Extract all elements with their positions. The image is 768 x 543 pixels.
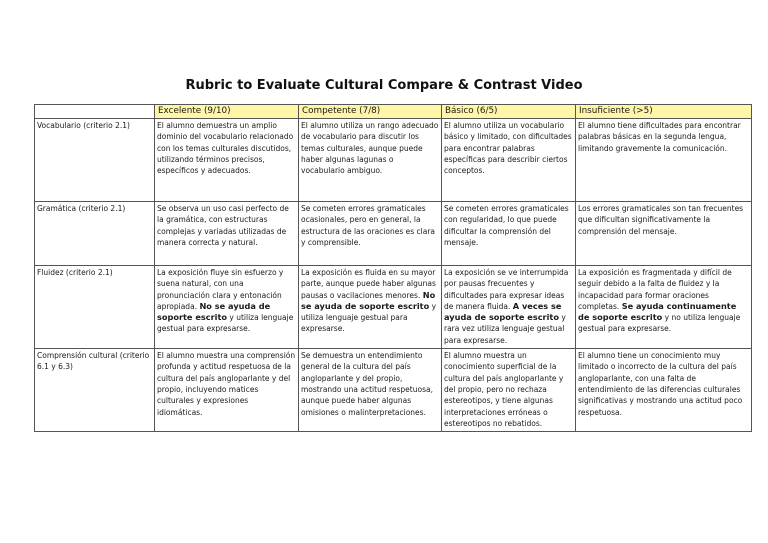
cell-emphasis: No se ayuda de soporte escrito (301, 289, 436, 311)
header-corner-cell (35, 105, 155, 119)
rubric-cell: Se cometen errores gramaticales con regularidad, lo que puede dificultar la comprensión del mensaje. (442, 202, 576, 266)
rubric-cell: El alumno demuestra un amplio dominio del vocabulario relacionado con los temas culturales discutidos, utilizando términos precisos, específicos y adecuados. (155, 119, 299, 202)
table-row-fluidez (35, 266, 752, 349)
criterion-label: Fluidez (criterio 2.1) (35, 266, 155, 349)
criterion-label: Vocabulario (criterio 2.1) (35, 119, 155, 202)
cell-text: La exposición es fragmentada y difícil de seguir debido a la falta de fluidez y la incapacidad para formar oraciones completas. (578, 268, 732, 311)
rubric-cell: Se demuestra un entendimiento general de la cultura del país angloparlante y del propio, mostrando una actitud respetuosa, aunque puede haber algunas omisiones o malinterpretaciones. (299, 349, 442, 432)
cell-text: y rara vez utiliza lenguaje gestual para expresarse. (444, 313, 566, 345)
table-row-comprension-cultural (35, 349, 752, 432)
rubric-cell: El alumno tiene un conocimiento muy limitado o incorrecto de la cultura del país angloparlante, con una falta de entendimiento de las diferencias culturales significativas y mostrando una actitud poco respetuosa. (576, 349, 752, 432)
rubric-cell: El alumno tiene dificultades para encontrar palabras básicas en la segunda lengua, limitando gravemente la comunicación. (576, 119, 752, 202)
rubric-cell: El alumno utiliza un vocabulario básico y limitado, con dificultades para encontrar palabras específicas para describir ciertos conceptos. (442, 119, 576, 202)
cell-text: La exposición se ve interrumpida por pausas frecuentes y dificultades para expresar ideas de manera fluida. (444, 268, 569, 311)
cell-text: La exposición es fluida en su mayor parte, aunque puede haber algunas pausas o vacilaciones menores. (301, 268, 436, 300)
rubric-cell (576, 266, 752, 349)
rubric-cell: Se cometen errores gramaticales ocasionales, pero en general, la estructura de las oraciones es clara y comprensible. (299, 202, 442, 266)
document-title: Rubric to Evaluate Cultural Compare & Contrast Video (185, 78, 583, 93)
table-row-vocabulario (35, 119, 752, 202)
cell-text: y utiliza lenguaje gestual para expresarse. (301, 301, 437, 334)
header-row (35, 105, 752, 119)
cell-text: y no utiliza lenguaje gestual para expresarse. (578, 313, 741, 334)
rubric-cell: El alumno muestra un conocimiento superficial de la cultura del país angloparlante y del propio, pero no rechaza estereotipos, y tiene algunas interpretaciones erróneas o estereotipos no rebatidos. (442, 349, 576, 432)
rubric-cell (155, 266, 299, 349)
rubric-cell: Se observa un uso casi perfecto de la gramática, con estructuras complejas y variadas utilizadas de manera correcta y natural. (155, 202, 299, 266)
rubric-table (34, 104, 752, 432)
rubric-cell: El alumno muestra una comprensión profunda y actitud respetuosa de la cultura del país angloparlante y del propio, incluyendo matices culturales y expresiones idiomáticas. (155, 349, 299, 432)
rubric-cell: Los errores gramaticales son tan frecuentes que dificultan significativamente la comprensión del mensaje. (576, 202, 752, 266)
cell-text: La exposición fluye sin esfuerzo y suena natural, con una pronunciación clara y entonación apropiada. (157, 268, 284, 311)
header-competente: Competente (7/8) (299, 105, 442, 119)
cell-emphasis: No se ayuda de soporte escrito (157, 300, 271, 323)
cell-emphasis: Se ayuda continuamente de soporte escrito (578, 300, 737, 323)
criterion-label: Gramática (criterio 2.1) (35, 202, 155, 266)
cell-emphasis: A veces se ayuda de soporte escrito (444, 300, 562, 323)
header-insuficiente: Insuficiente (>5) (576, 105, 752, 119)
cell-text: y utiliza lenguaje gestual para expresarse. (157, 313, 294, 334)
rubric-cell (442, 266, 576, 349)
rubric-cell: El alumno utiliza un rango adecuado de vocabulario para discutir los temas culturales, aunque puede haber algunas lagunas o vocabulario ambiguo. (299, 119, 442, 202)
criterion-label: Comprensión cultural (criterio 6.1 y 6.3) (35, 349, 155, 432)
rubric-cell (299, 266, 442, 349)
table-row-gramatica (35, 202, 752, 266)
header-basico: Básico (6/5) (442, 105, 576, 119)
header-excelente: Excelente (9/10) (155, 105, 299, 119)
